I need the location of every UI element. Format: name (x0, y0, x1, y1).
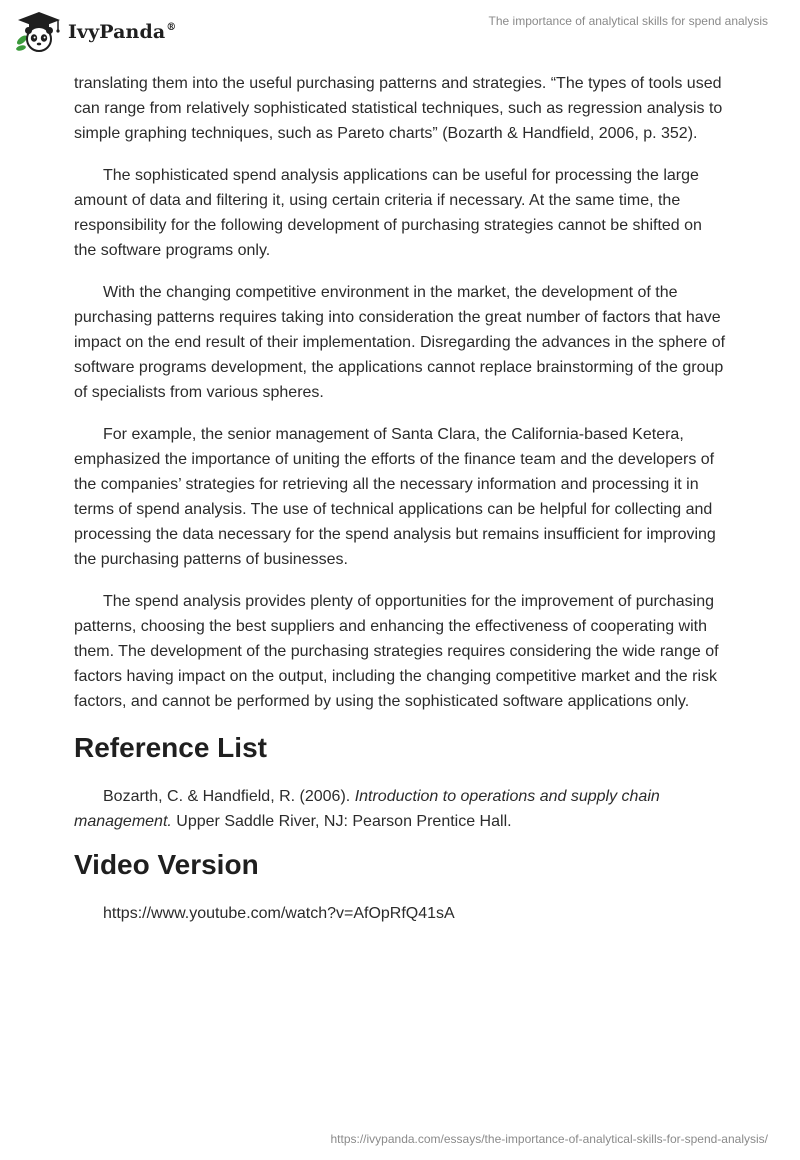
paragraph: The sophisticated spend analysis applications can be useful for processing the large amount of data and filtering it, using certain criteria if necessary. At the same time, the responsibility for the following development of purchasing strategies cannot be shifted on the software programs only. (74, 167, 702, 259)
reference-publisher: Upper Saddle River, NJ: Pearson Prentice Hall. (176, 813, 512, 830)
video-url-link[interactable]: https://www.youtube.com/watch?v=AfOpRfQ41sA (103, 905, 455, 922)
reference-entry (74, 784, 726, 834)
reference-list-heading: Reference List (74, 732, 267, 763)
paragraph: For example, the senior management of Santa Clara, the California-based Ketera, emphasized the importance of uniting the efforts of the finance team and the developers of the companies’ strategies for retrieving all the necessary information and processing it in terms of spend analysis. The use of technical applications can be helpful for collecting and processing the data necessary for the spend analysis but remains insufficient for improving the purchasing patterns of businesses. (74, 426, 716, 568)
brand-name (68, 21, 176, 43)
footer-page-url[interactable]: https://ivypanda.com/essays/the-importance-of-analytical-skills-for-spend-analysis/ (330, 1132, 768, 1146)
brand-label: IvyPanda (68, 21, 166, 43)
paragraph: translating them into the useful purchasing patterns and strategies. “The types of tools used can range from relatively sophisticated statistical techniques, such as regression analysis to simple graphing techniques, such as Pareto charts” (Bozarth & Handfield, 2006, p. 352). (74, 75, 723, 142)
essay-content (74, 71, 726, 943)
page-header (0, 0, 800, 64)
video-version-heading: Video Version (74, 849, 259, 880)
ivypanda-logo[interactable] (14, 10, 176, 54)
panda-graduate-icon (14, 10, 64, 54)
reference-authors: Bozarth, C. & Handfield, R. (2006). (103, 788, 351, 805)
reference-title: Introduction to operations and supply chain management. (74, 788, 660, 830)
registered-mark: ® (166, 22, 177, 33)
paragraph: With the changing competitive environment in the market, the development of the purchasing patterns requires taking into consideration the great number of factors that have impact on the end result of their implementation. Disregarding the advances in the sphere of software programs development, the applications cannot replace brainstorming of the group of specialists from various spheres. (74, 284, 726, 401)
document-title: The importance of analytical skills for spend analysis (488, 14, 768, 28)
paragraph: The spend analysis provides plenty of opportunities for the improvement of purchasing patterns, choosing the best suppliers and enhancing the effectiveness of cooperating with them. The development of the purchasing strategies requires considering the wide range of factors having impact on the output, including the changing competitive market and the risk factors, and cannot be performed by using the sophisticated software applications only. (74, 593, 719, 710)
